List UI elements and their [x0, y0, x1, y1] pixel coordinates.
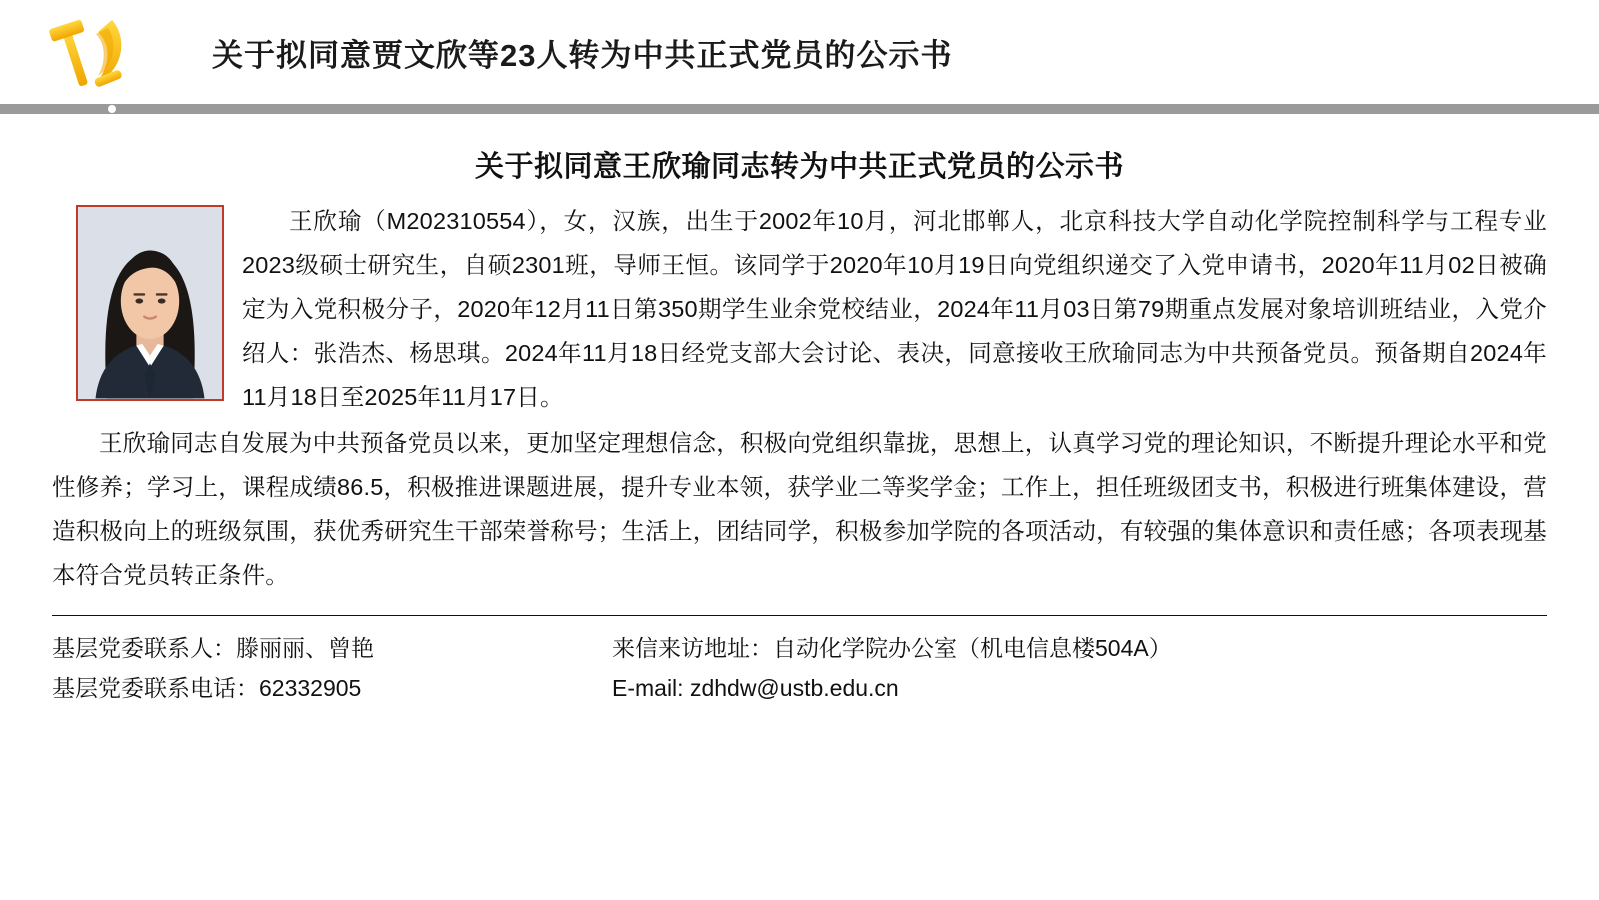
document-body	[0, 114, 1599, 708]
footer-address-column	[612, 628, 1547, 708]
email-address: E-mail: zdhdw@ustb.edu.cn	[612, 675, 899, 701]
page-title: 关于拟同意王欣瑜同志转为中共正式党员的公示书	[474, 151, 1124, 183]
header-banner	[0, 0, 1599, 104]
content-wrap	[52, 199, 1547, 599]
party-emblem-icon	[40, 8, 140, 96]
banner-divider	[0, 104, 1599, 114]
footer-divider	[52, 615, 1547, 616]
paragraph-basic-info: 王欣瑜（M202310554），女，汉族，出生于2002年10月，河北邯郸人，北京科技大学自动化学院控制科学与工程专业2023级硕士研究生，自硕2301班，导师王恒。该同学于2020年10月19日向党组织递交了入党申请书，2020年11月02日被确定为入党积极分子，2020年12月11日第350期学生业余党校结业，2024年11月03日第79期重点发展对象培训班结业，入党介绍人：张浩杰、杨思琪。2024年11月18日经党支部大会讨论、表决，同意接收王欣瑜同志为中共预备党员。预备期自2024年11月18日至2025年11月17日。	[242, 208, 1547, 410]
footer-contact-column	[52, 628, 612, 708]
contact-person: 基层党委联系人：滕丽丽、曾艳	[52, 635, 374, 661]
divider-dot	[108, 105, 116, 113]
contact-phone: 基层党委联系电话：62332905	[52, 675, 362, 701]
banner-title: 关于拟同意贾文欣等23人转为中共正式党员的公示书	[212, 37, 953, 73]
paragraph-performance: 王欣瑜同志自发展为中共预备党员以来，更加坚定理想信念，积极向党组织靠拢，思想上，认真学习党的理论知识，不断提升理论水平和党性修养；学习上，课程成绩86.5，积极推进课题进展，提升专业本领，获学业二等奖学金；工作上，担任班级团支书，积极进行班集体建设，营造积极向上的班级氛围，获优秀研究生干部荣誉称号；生活上，团结同学，积极参加学院的各项活动，有较强的集体意识和责任感；各项表现基本符合党员转正条件。	[52, 430, 1547, 588]
visit-address: 来信来访地址：自动化学院办公室（机电信息楼504A）	[612, 635, 1172, 661]
avatar	[76, 205, 224, 401]
footer	[52, 628, 1547, 708]
